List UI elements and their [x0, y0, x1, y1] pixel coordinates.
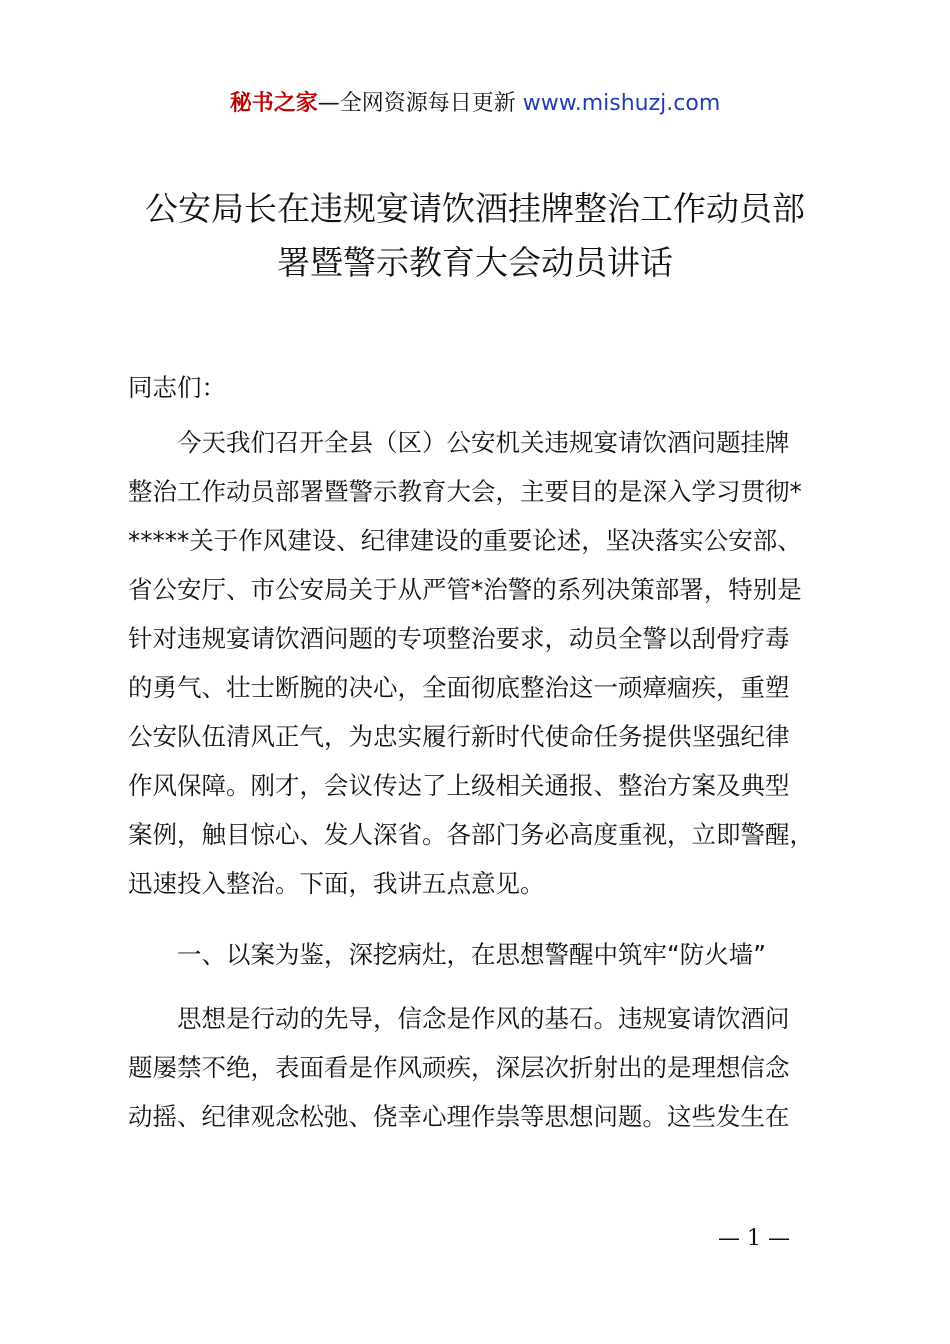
- paragraph-line: 针对违规宴请饮酒问题的专项整治要求，动员全警以刮骨疗毒: [128, 624, 790, 653]
- section-heading: [128, 930, 832, 979]
- paragraph-line: 迅速投入整治。下面，我讲五点意见。: [128, 869, 545, 898]
- paragraph-line: 题屡禁不绝，表面看是作风顽疾，深层次折射出的是理想信念: [128, 1053, 790, 1082]
- paragraph-line: 公安队伍清风正气，为忠实履行新时代使命任务提供坚强纪律: [128, 722, 790, 751]
- paragraph-line: 案例，触目惊心、发人深省。各部门务必高度重视，立即警醒，: [128, 820, 814, 849]
- title-line: 署暨警示教育大会动员讲话: [277, 243, 673, 282]
- paragraph-line: 动摇、纪律观念松弛、侥幸心理作祟等思想问题。这些发生在: [128, 1102, 790, 1131]
- document-title: [110, 182, 840, 290]
- intro-paragraph: [128, 418, 832, 908]
- page-number: — 1 —: [718, 1226, 790, 1251]
- paragraph-line: 省公安厅、市公安局关于从严管*治警的系列决策部署，特别是: [128, 575, 802, 604]
- paragraph-line: 作风保障。刚才，会议传达了上级相关通报、整治方案及典型: [128, 771, 790, 800]
- title-line: 公安局长在违规宴请饮酒挂牌整治工作动员部: [145, 189, 805, 228]
- site-slogan: —全网资源每日更新: [317, 91, 523, 116]
- paragraph-line: 的勇气、壮士断腕的决心，全面彻底整治这一顽瘴痼疾，重塑: [128, 673, 790, 702]
- salutation-text: 同志们：: [128, 373, 226, 402]
- site-header: [0, 88, 950, 120]
- paragraph-line: 今天我们召开全县（区）公安机关违规宴请饮酒问题挂牌: [128, 428, 790, 457]
- salutation: [128, 363, 832, 412]
- paragraph-line: *****关于作风建设、纪律建设的重要论述，坚决落实公安部、: [128, 526, 802, 555]
- paragraph-line: 整治工作动员部署暨警示教育大会，主要目的是深入学习贯彻*: [128, 477, 802, 506]
- site-url-link[interactable]: www.mishuzj.com: [522, 91, 721, 116]
- paragraph-line: 思想是行动的先导，信念是作风的基石。违规宴请饮酒问: [128, 1004, 790, 1033]
- section-paragraph: [128, 994, 832, 1141]
- section-heading-text: 一、以案为鉴，深挖病灶，在思想警醒中筑牢“防火墙”: [128, 940, 766, 969]
- site-brand: 秘书之家: [229, 91, 318, 116]
